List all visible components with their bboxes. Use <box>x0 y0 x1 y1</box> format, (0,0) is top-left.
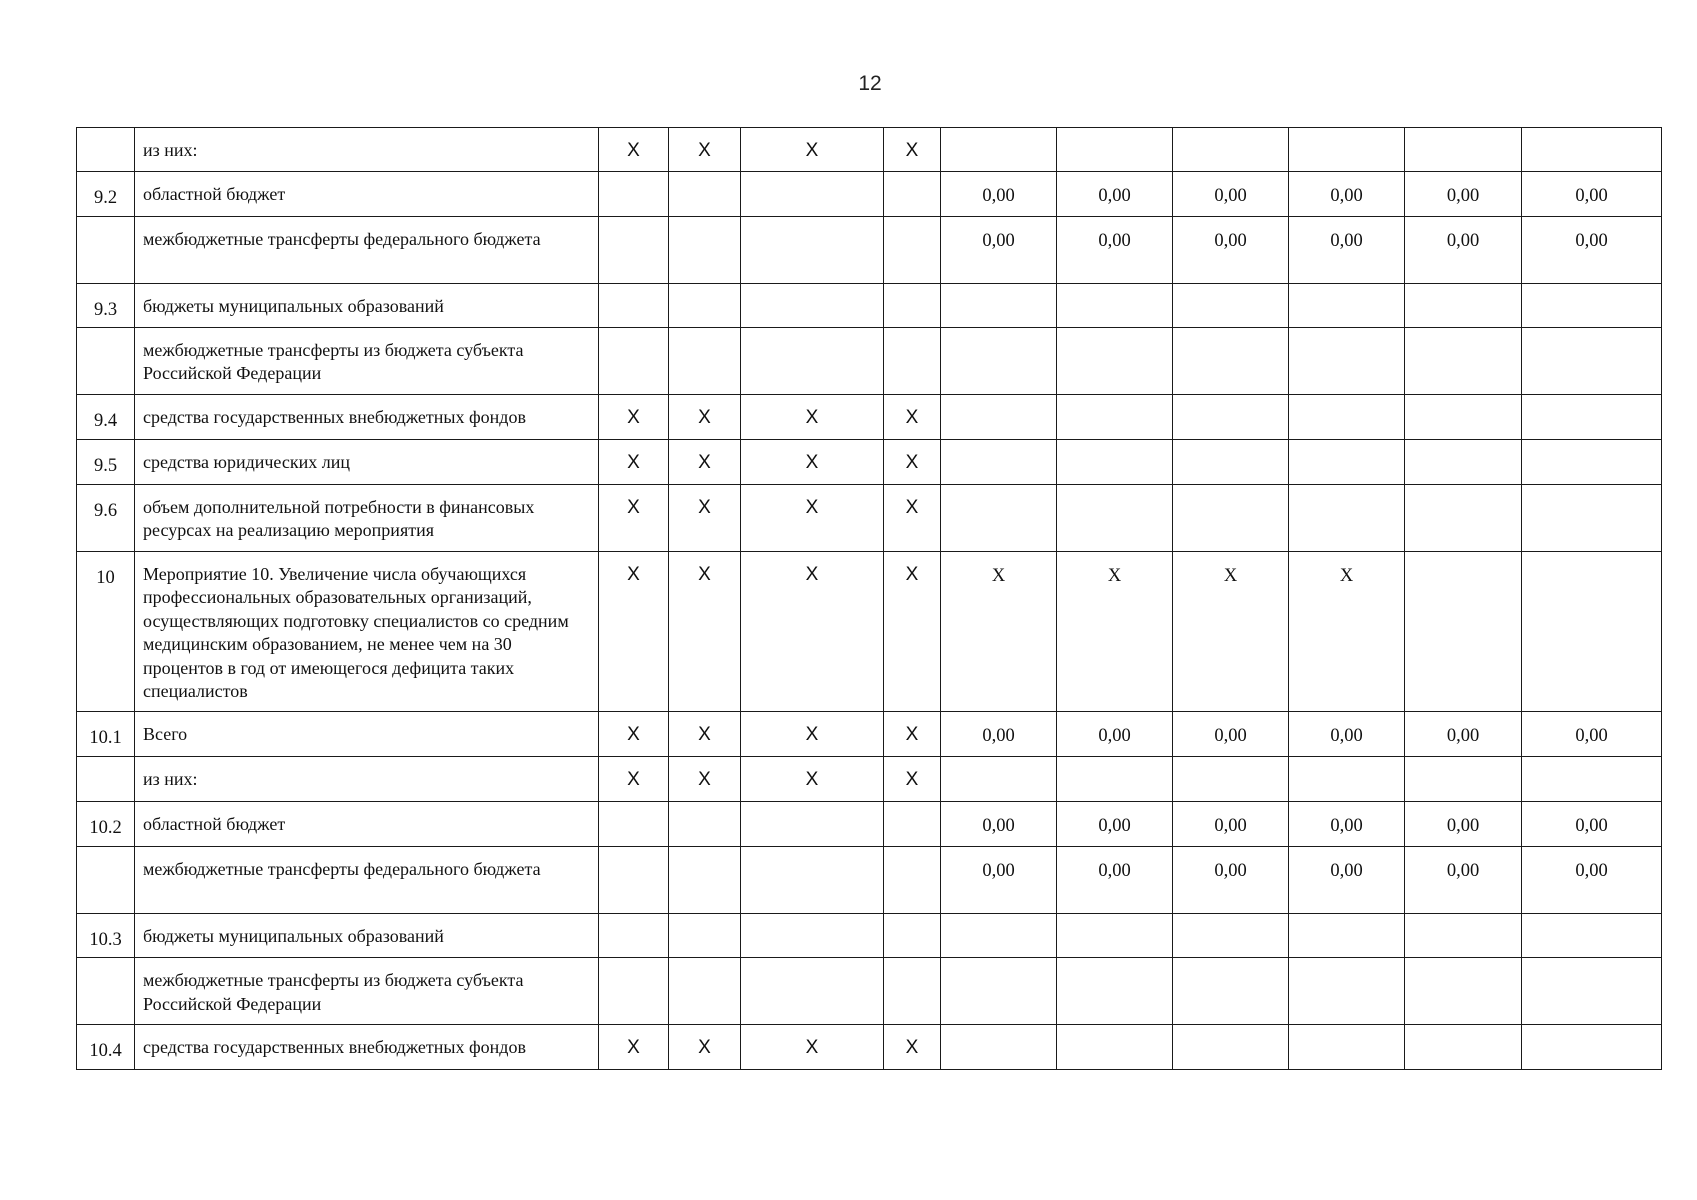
mark-cell: X <box>669 485 741 552</box>
value-cell: 0,00 <box>1173 802 1289 847</box>
mark-cell: X <box>884 757 941 802</box>
value-cell <box>1405 395 1522 440</box>
mark-cell: X <box>884 552 941 712</box>
value-cell <box>1522 1025 1662 1070</box>
row-number: 10.3 <box>77 914 135 958</box>
value-cell <box>1173 284 1289 328</box>
mark-cell: X <box>599 757 669 802</box>
value-cell: 0,00 <box>941 712 1057 757</box>
mark-cell: X <box>599 485 669 552</box>
mark-cell: X <box>599 395 669 440</box>
mark-cell <box>599 284 669 328</box>
table-row <box>77 958 1662 1025</box>
value-cell <box>1522 395 1662 440</box>
value-cell <box>1173 395 1289 440</box>
mark-cell: X <box>669 1025 741 1070</box>
value-cell: 0,00 <box>1405 847 1522 914</box>
value-cell: 0,00 <box>1289 172 1405 217</box>
mark-cell <box>741 914 884 958</box>
row-number <box>77 328 135 395</box>
value-cell: 0,00 <box>941 847 1057 914</box>
mark-cell <box>884 217 941 284</box>
value-cell <box>1522 914 1662 958</box>
mark-cell: X <box>884 1025 941 1070</box>
value-cell: 0,00 <box>1405 802 1522 847</box>
row-number: 9.4 <box>77 395 135 440</box>
value-cell <box>1405 128 1522 172</box>
mark-cell: X <box>741 128 884 172</box>
value-cell <box>1405 958 1522 1025</box>
row-name: объем дополнительной потребности в финансовых ресурсах на реализацию мероприятия <box>135 485 599 552</box>
table-row <box>77 217 1662 284</box>
mark-cell <box>884 847 941 914</box>
value-cell <box>1289 1025 1405 1070</box>
mark-cell: X <box>599 440 669 485</box>
value-cell <box>1289 485 1405 552</box>
table-row <box>77 712 1662 757</box>
table-body <box>77 128 1662 1070</box>
mark-cell: X <box>599 712 669 757</box>
value-cell <box>1173 757 1289 802</box>
value-cell: 0,00 <box>1405 172 1522 217</box>
mark-cell <box>669 958 741 1025</box>
value-cell: 0,00 <box>1173 712 1289 757</box>
value-cell <box>941 914 1057 958</box>
value-cell <box>1173 1025 1289 1070</box>
value-cell <box>1057 395 1173 440</box>
mark-cell <box>669 802 741 847</box>
value-cell <box>1057 757 1173 802</box>
row-number: 10.1 <box>77 712 135 757</box>
value-cell <box>1522 328 1662 395</box>
mark-cell: X <box>741 485 884 552</box>
mark-cell <box>741 328 884 395</box>
mark-cell <box>741 284 884 328</box>
value-cell: X <box>941 552 1057 712</box>
value-cell <box>941 1025 1057 1070</box>
table-row <box>77 1025 1662 1070</box>
value-cell <box>1173 485 1289 552</box>
value-cell: 0,00 <box>1057 712 1173 757</box>
row-name: бюджеты муниципальных образований <box>135 914 599 958</box>
value-cell: 0,00 <box>1173 847 1289 914</box>
value-cell <box>941 440 1057 485</box>
value-cell: 0,00 <box>1289 712 1405 757</box>
mark-cell: X <box>741 395 884 440</box>
value-cell <box>1405 284 1522 328</box>
value-cell: 0,00 <box>1173 217 1289 284</box>
value-cell: 0,00 <box>1057 847 1173 914</box>
value-cell <box>1289 128 1405 172</box>
value-cell <box>1522 958 1662 1025</box>
value-cell <box>1405 328 1522 395</box>
value-cell: 0,00 <box>1522 847 1662 914</box>
mark-cell: X <box>599 1025 669 1070</box>
value-cell <box>1173 328 1289 395</box>
table-row <box>77 914 1662 958</box>
value-cell <box>1289 914 1405 958</box>
value-cell <box>1289 328 1405 395</box>
value-cell <box>1173 128 1289 172</box>
mark-cell: X <box>599 552 669 712</box>
mark-cell <box>741 172 884 217</box>
row-number: 9.3 <box>77 284 135 328</box>
value-cell: 0,00 <box>1405 217 1522 284</box>
table-row <box>77 128 1662 172</box>
value-cell: 0,00 <box>1522 172 1662 217</box>
mark-cell: X <box>741 757 884 802</box>
value-cell: 0,00 <box>1289 217 1405 284</box>
value-cell: 0,00 <box>1522 802 1662 847</box>
value-cell: 0,00 <box>1289 802 1405 847</box>
row-number <box>77 128 135 172</box>
value-cell <box>1173 958 1289 1025</box>
mark-cell: X <box>599 128 669 172</box>
mark-cell: X <box>669 440 741 485</box>
mark-cell: X <box>884 128 941 172</box>
value-cell <box>1405 1025 1522 1070</box>
value-cell: X <box>1173 552 1289 712</box>
value-cell: 0,00 <box>1405 712 1522 757</box>
value-cell: 0,00 <box>1522 712 1662 757</box>
mark-cell: X <box>741 552 884 712</box>
table-row <box>77 328 1662 395</box>
value-cell <box>1289 284 1405 328</box>
value-cell <box>1173 440 1289 485</box>
value-cell <box>941 757 1057 802</box>
value-cell <box>1405 485 1522 552</box>
value-cell <box>941 485 1057 552</box>
value-cell <box>941 284 1057 328</box>
value-cell <box>1522 128 1662 172</box>
mark-cell <box>599 847 669 914</box>
table-row <box>77 395 1662 440</box>
mark-cell <box>884 802 941 847</box>
value-cell <box>1057 485 1173 552</box>
value-cell: 0,00 <box>1057 802 1173 847</box>
mark-cell: X <box>669 128 741 172</box>
mark-cell <box>884 958 941 1025</box>
row-name: средства государственных внебюджетных фондов <box>135 395 599 440</box>
row-number <box>77 757 135 802</box>
row-name: межбюджетные трансферты из бюджета субъекта Российской Федерации <box>135 958 599 1025</box>
value-cell <box>1522 485 1662 552</box>
mark-cell <box>599 958 669 1025</box>
value-cell: X <box>1057 552 1173 712</box>
mark-cell <box>669 914 741 958</box>
mark-cell <box>669 172 741 217</box>
value-cell <box>1522 757 1662 802</box>
mark-cell <box>884 328 941 395</box>
value-cell <box>941 328 1057 395</box>
table-row <box>77 284 1662 328</box>
mark-cell <box>884 172 941 217</box>
value-cell <box>1289 440 1405 485</box>
table-row <box>77 847 1662 914</box>
value-cell <box>1522 552 1662 712</box>
value-cell: X <box>1289 552 1405 712</box>
row-number: 10 <box>77 552 135 712</box>
row-number: 9.6 <box>77 485 135 552</box>
row-name: средства государственных внебюджетных фондов <box>135 1025 599 1070</box>
value-cell <box>1289 958 1405 1025</box>
row-number: 10.2 <box>77 802 135 847</box>
table-row <box>77 802 1662 847</box>
value-cell <box>1173 914 1289 958</box>
mark-cell <box>669 847 741 914</box>
mark-cell: X <box>741 712 884 757</box>
row-name: областной бюджет <box>135 172 599 217</box>
row-name: бюджеты муниципальных образований <box>135 284 599 328</box>
row-name: Всего <box>135 712 599 757</box>
mark-cell: X <box>884 440 941 485</box>
value-cell <box>1057 958 1173 1025</box>
row-number: 9.2 <box>77 172 135 217</box>
mark-cell <box>669 328 741 395</box>
row-number: 9.5 <box>77 440 135 485</box>
row-name: областной бюджет <box>135 802 599 847</box>
row-name: межбюджетные трансферты из бюджета субъекта Российской Федерации <box>135 328 599 395</box>
mark-cell: X <box>669 395 741 440</box>
value-cell: 0,00 <box>941 217 1057 284</box>
value-cell: 0,00 <box>1057 217 1173 284</box>
value-cell <box>1289 395 1405 440</box>
value-cell <box>1057 284 1173 328</box>
mark-cell <box>884 914 941 958</box>
mark-cell <box>741 802 884 847</box>
mark-cell: X <box>669 712 741 757</box>
row-name: Мероприятие 10. Увеличение числа обучающихся профессиональных образовательных организаций, осуществляющих подготовку специалистов со средним медицинским образованием, не менее чем на 30 процентов в год от имеющегося дефицита таких специалистов <box>135 552 599 712</box>
mark-cell: X <box>741 440 884 485</box>
mark-cell: X <box>669 552 741 712</box>
mark-cell <box>599 328 669 395</box>
mark-cell <box>599 217 669 284</box>
mark-cell: X <box>741 1025 884 1070</box>
mark-cell: X <box>884 485 941 552</box>
row-number <box>77 958 135 1025</box>
value-cell: 0,00 <box>1522 217 1662 284</box>
value-cell: 0,00 <box>1057 172 1173 217</box>
value-cell <box>1405 914 1522 958</box>
row-name: из них: <box>135 128 599 172</box>
financing-table <box>76 127 1662 1070</box>
table-row <box>77 757 1662 802</box>
mark-cell: X <box>884 395 941 440</box>
row-number <box>77 847 135 914</box>
mark-cell: X <box>884 712 941 757</box>
mark-cell <box>669 284 741 328</box>
value-cell <box>1522 284 1662 328</box>
mark-cell: X <box>669 757 741 802</box>
row-name: межбюджетные трансферты федерального бюджета <box>135 847 599 914</box>
value-cell <box>1057 440 1173 485</box>
table-row <box>77 485 1662 552</box>
mark-cell <box>669 217 741 284</box>
mark-cell <box>741 217 884 284</box>
value-cell: 0,00 <box>1173 172 1289 217</box>
value-cell <box>1289 757 1405 802</box>
value-cell <box>1057 914 1173 958</box>
row-number: 10.4 <box>77 1025 135 1070</box>
value-cell <box>1057 128 1173 172</box>
table-row <box>77 552 1662 712</box>
value-cell <box>1405 440 1522 485</box>
mark-cell <box>599 802 669 847</box>
row-name: межбюджетные трансферты федерального бюджета <box>135 217 599 284</box>
value-cell <box>1405 552 1522 712</box>
value-cell <box>1405 757 1522 802</box>
mark-cell <box>741 847 884 914</box>
value-cell <box>941 128 1057 172</box>
page-number: 12 <box>858 72 882 95</box>
row-name: из них: <box>135 757 599 802</box>
table-row <box>77 172 1662 217</box>
value-cell <box>1057 328 1173 395</box>
value-cell: 0,00 <box>941 172 1057 217</box>
value-cell: 0,00 <box>1289 847 1405 914</box>
value-cell <box>941 958 1057 1025</box>
row-number <box>77 217 135 284</box>
mark-cell <box>884 284 941 328</box>
mark-cell <box>599 914 669 958</box>
value-cell <box>1522 440 1662 485</box>
mark-cell <box>599 172 669 217</box>
mark-cell <box>741 958 884 1025</box>
row-name: средства юридических лиц <box>135 440 599 485</box>
table-row <box>77 440 1662 485</box>
value-cell: 0,00 <box>941 802 1057 847</box>
value-cell <box>941 395 1057 440</box>
value-cell <box>1057 1025 1173 1070</box>
